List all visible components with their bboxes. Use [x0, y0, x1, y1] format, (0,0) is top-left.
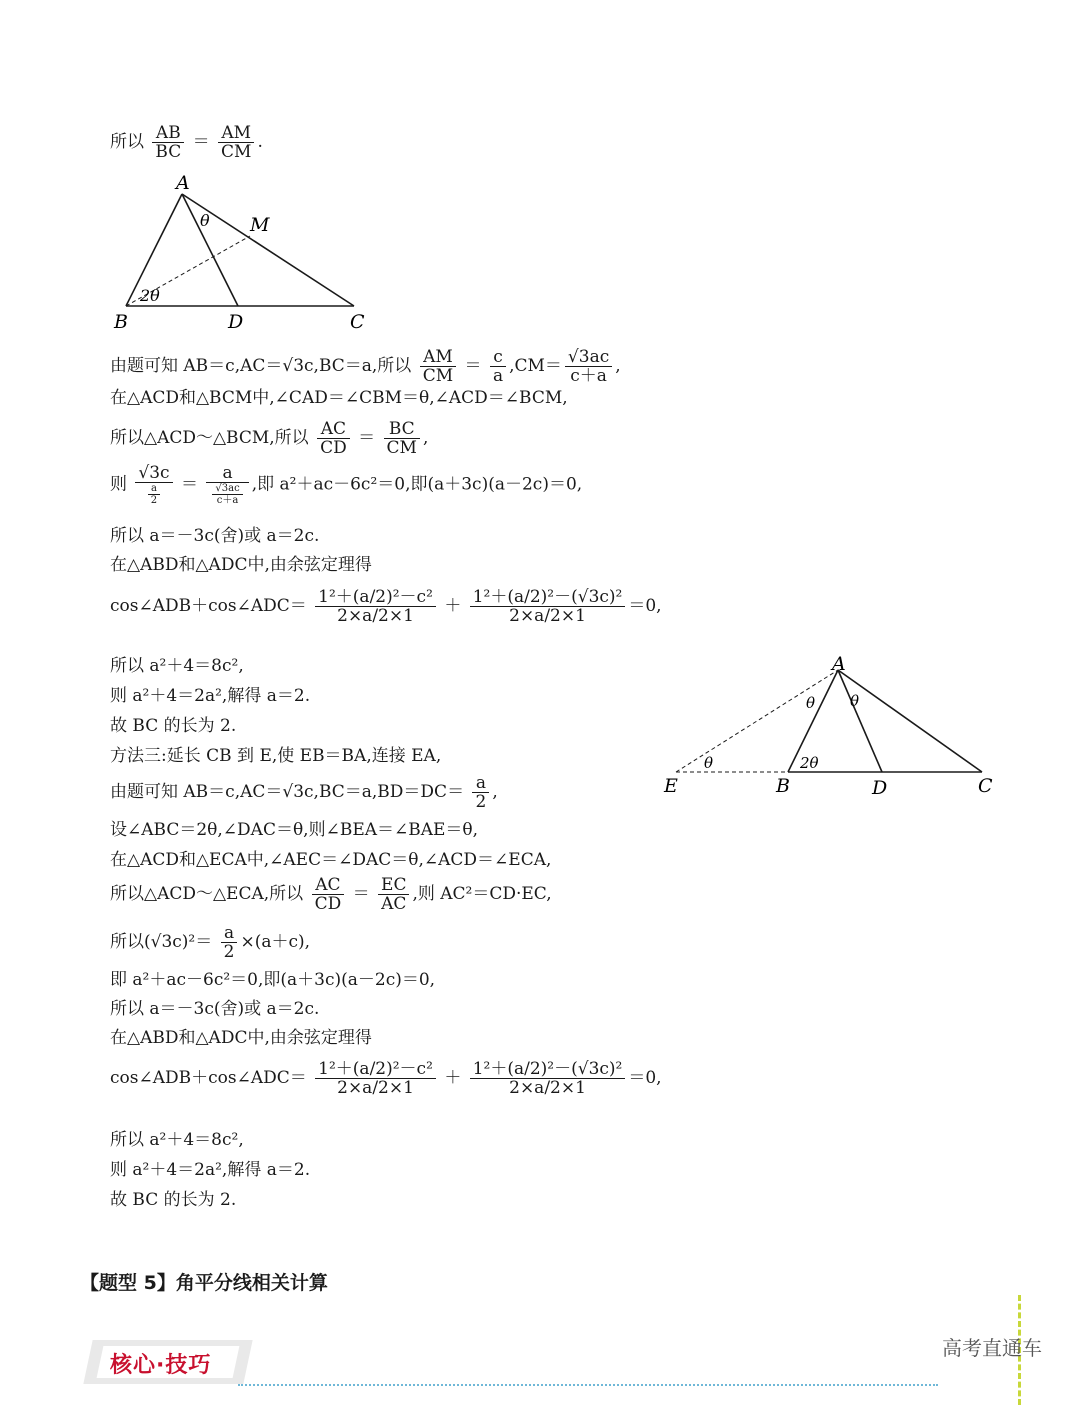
- text-line: 所以(√3c)²＝ $\frac{a}{2}$ ×(a＋c),: [110, 923, 311, 962]
- text-line: 所以△ACD～△ECA,所以 $\frac{AC}{CD}$ ＝ $\frac{EC}{AC}$ ,则 AC²＝CD·EC,: [110, 875, 552, 914]
- triangle-figure-2: [660, 652, 1000, 802]
- vertex-label-m: M: [250, 214, 270, 236]
- fraction: $\frac{\text{1²＋(a/2)²－(√3c)²}}{2\times a/2\times 1}$: [470, 588, 626, 625]
- fraction: $\frac{AC}{CD}$: [312, 876, 345, 913]
- fraction: $\frac{\text{1²＋(a/2)²－(√3c)²}}{2\times a/2\times 1}$: [470, 1060, 626, 1097]
- fraction: $\frac{a}{2}$: [472, 774, 489, 811]
- vertex-label-c: C: [350, 311, 365, 333]
- angle-label-theta: θ: [200, 211, 210, 230]
- text-line: 故 BC 的长为 2.: [110, 716, 237, 736]
- text-line: 所以 a²＋4＝8c²,: [110, 1130, 244, 1150]
- fraction: $\frac{√3ac}{c+a}$: [565, 348, 612, 385]
- text-line: 由题可知 AB＝c,AC＝√3c,BC＝a,所以 $\frac{AM}{CM}$ ＝ $\frac{c}{a}$ ,CM＝ $\frac{√3ac}{c+a}$ ,: [110, 347, 621, 386]
- fraction: $\frac{EC}{AC}$: [378, 876, 409, 913]
- fraction: $\frac{\text{1²＋(a/2)²－c²}}{2\times a/2\times 1}$: [315, 588, 436, 625]
- fraction: $\frac{AM}{CM}$: [420, 348, 456, 385]
- fraction: $\frac{a}{\frac{√3ac}{c+a}}$: [206, 464, 248, 506]
- fraction: $\frac{\text{1²＋(a/2)²－c²}}{2\times a/2\times 1}$: [315, 1060, 436, 1097]
- text-line: 所以 a＝－3c(舍)或 a＝2c.: [110, 999, 320, 1019]
- watermark: 高考直通车: [942, 1336, 1042, 1360]
- text-line: 在△ABD和△ADC中,由余弦定理得: [110, 555, 372, 575]
- angle-label-theta: θ: [704, 754, 714, 772]
- fraction: $\frac{BC}{CM}$: [384, 420, 420, 457]
- text-line: 在△ACD和△ECA中,∠AEC＝∠DAC＝θ,∠ACD＝∠ECA,: [110, 850, 552, 870]
- text-line: 所以△ACD～△BCM,所以 $\frac{AC}{CD}$ ＝ $\frac{BC}{CM}$ ,: [110, 419, 429, 458]
- vertex-label-d: D: [228, 311, 244, 333]
- vertex-label-a: A: [176, 172, 190, 194]
- text-line: 所以 $\frac{AB}{BC}$ ＝ $\frac{AM}{CM}$ .: [110, 123, 263, 162]
- fraction: $\frac{AM}{CM}$: [218, 124, 254, 161]
- vertex-label-e: E: [664, 775, 678, 797]
- text-line: 则 $\frac{√3c}{\frac{a}{2}}$ ＝ $\frac{a}{\frac{√3ac}{c+a}}$ ,即 a²＋ac－6c²＝0,即(a＋3c)(a－2c)＝0,: [110, 463, 583, 506]
- angle-label-theta: θ: [850, 692, 860, 710]
- fraction: $\frac{c}{a}$: [490, 348, 506, 385]
- text-line: 所以 a²＋4＝8c²,: [110, 656, 244, 676]
- vertex-label-b: B: [114, 311, 128, 333]
- vertex-label-d: D: [872, 777, 888, 799]
- text-line: 则 a²＋4＝2a²,解得 a＝2.: [110, 1160, 311, 1180]
- divider: [238, 1384, 938, 1386]
- fraction: $\frac{AB}{BC}$: [152, 124, 184, 161]
- text-line: cos∠ADB＋cos∠ADC＝ $\frac{\text{1²＋(a/2)²－c²}}{2\times a/2\times 1}$ ＋ $\frac{\text{1²＋(a/2)²－(√3c)²}}{2\times a/2\times 1}$ ＝0,: [110, 587, 662, 626]
- fraction: $\frac{a}{2}$: [221, 924, 238, 961]
- angle-label-2theta: 2θ: [140, 286, 160, 305]
- text-line: 在△ABD和△ADC中,由余弦定理得: [110, 1028, 372, 1048]
- fraction: $\frac{AC}{CD}$: [317, 420, 350, 457]
- section-heading: 【题型 5】角平分线相关计算: [80, 1272, 328, 1294]
- angle-label-2theta: 2θ: [800, 754, 819, 772]
- text-line: 故 BC 的长为 2.: [110, 1190, 237, 1210]
- fraction: $\frac{√3c}{\frac{a}{2}}$: [135, 464, 172, 506]
- text-line: 即 a²＋ac－6c²＝0,即(a＋3c)(a－2c)＝0,: [110, 970, 436, 990]
- vertex-label-a: A: [832, 653, 846, 675]
- text-line: 所以 a＝－3c(舍)或 a＝2c.: [110, 526, 320, 546]
- text-line: 设∠ABC＝2θ,∠DAC＝θ,则∠BEA＝∠BAE＝θ,: [110, 820, 479, 840]
- triangle-figure-1: [110, 170, 380, 335]
- vertex-label-b: B: [776, 775, 790, 797]
- vertex-label-c: C: [978, 775, 993, 797]
- angle-label-theta: θ: [806, 694, 816, 712]
- text-line: 方法三:延长 CB 到 E,使 EB＝BA,连接 EA,: [110, 746, 442, 766]
- badge-label: 核心·技巧: [110, 1353, 212, 1378]
- text-line: 由题可知 AB＝c,AC＝√3c,BC＝a,BD＝DC＝ $\frac{a}{2}$ ,: [110, 773, 498, 812]
- text-line: 在△ACD和△BCM中,∠CAD＝∠CBM＝θ,∠ACD＝∠BCM,: [110, 388, 568, 408]
- text-line: 则 a²＋4＝2a²,解得 a＝2.: [110, 686, 311, 706]
- core-technique-badge: [88, 1340, 248, 1388]
- text-line: cos∠ADB＋cos∠ADC＝ $\frac{\text{1²＋(a/2)²－c²}}{2\times a/2\times 1}$ ＋ $\frac{\text{1²＋(a/2)²－(√3c)²}}{2\times a/2\times 1}$ ＝0,: [110, 1059, 662, 1098]
